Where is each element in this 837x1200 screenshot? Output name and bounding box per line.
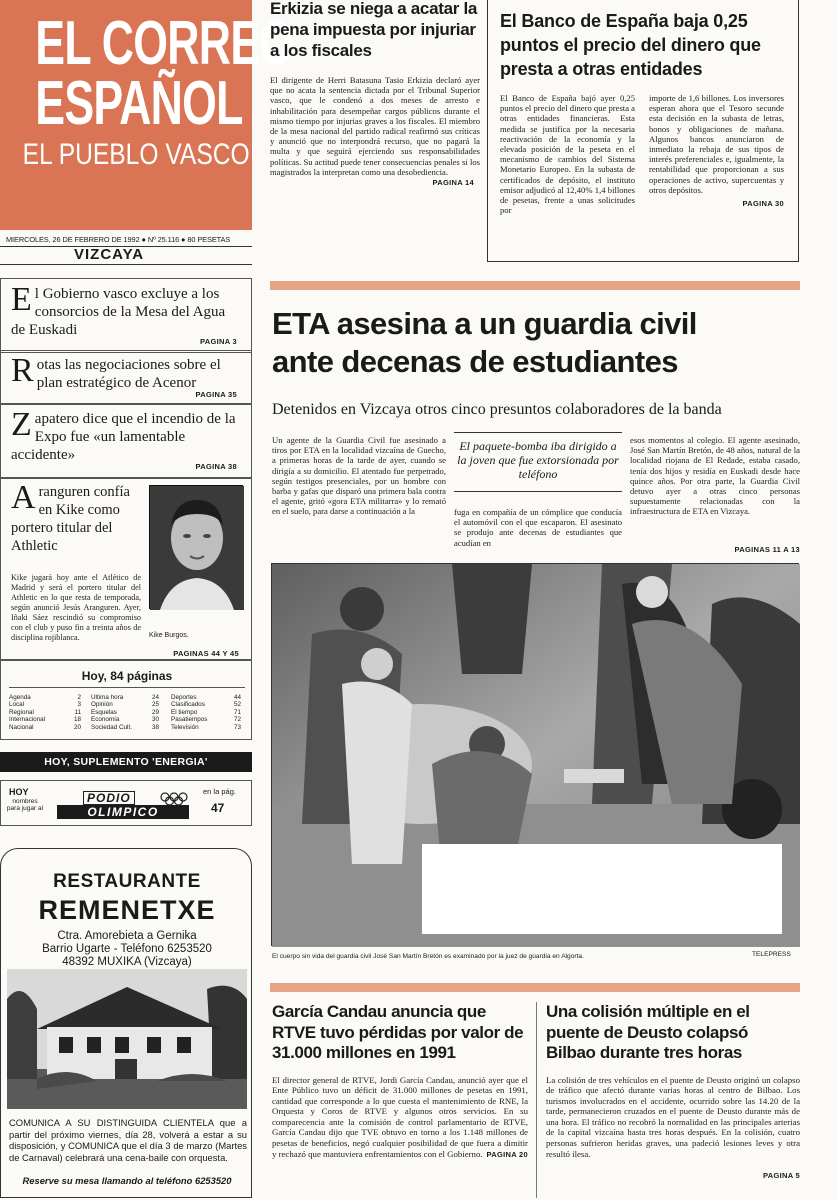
divider (9, 687, 245, 688)
brief-1[interactable] (0, 278, 252, 353)
banco-page: PAGINA 30 (742, 199, 784, 209)
banco-story (487, 0, 799, 262)
section-rule (270, 281, 800, 290)
brief-text: otas las negociaciones sobre el plan estratégico de Acenor (36, 357, 221, 391)
brief-page: PAGINA 35 (195, 390, 237, 399)
erkizia-headline[interactable]: Erkizia se niega a acatar la pena impuesta por injuriar a los fiscales (270, 0, 478, 60)
ad-title2: REMENETXE (38, 895, 216, 925)
index-row: Pasatiempos 72 (171, 716, 241, 724)
photo-caption: Kike Burgos. (149, 632, 189, 639)
banco-body-col1: El Banco de España bajó ayer 0,25 puntos el precio del dinero que presta a otras entidades financieras. Esta medida se justifica por la necesaria reactivación de la economía y la elevada posición de la peseta en el mecanismo de cambios del Sistema Monetario Europeo. En la subasta de certificados de depósito, el instituto emisor adjudicó al 12,40% 1,4 billones de pesetas, frente a unas solicitudes por (500, 93, 635, 216)
index-row: Esquelas 29 (91, 708, 159, 716)
index-row: Sociedad Cult. 38 (91, 723, 159, 731)
brief-text: l Gobierno vasco excluye a los consorcios de la Mesa del Agua de Euskadi (11, 286, 226, 338)
aranguren-dropcap: A (11, 479, 36, 516)
lead-headline-2[interactable]: ante decenas de estudiantes (272, 344, 678, 379)
index-row: Nacional 20 (9, 723, 81, 731)
brief-3[interactable] (0, 404, 252, 478)
rtve-page: PAGINA 20 (486, 1150, 528, 1160)
brief-text: apatero dice que el incendio de la Expo fue «un lamentable accidente» (11, 411, 236, 463)
deusto-page: PAGINA 5 (763, 1171, 800, 1181)
index-row: Internacional 18 (9, 716, 81, 724)
index-col2 (91, 694, 159, 731)
lead-photo-caption: El cuerpo sin vida del guardia civil José San Martín Bretón es examinado por la juez de guardia en Algorta. (272, 953, 584, 960)
ad-footer: Reserve su mesa llamando al teléfono 6253520 (22, 1175, 232, 1186)
index-row: Deportes 44 (171, 694, 241, 701)
masthead-line3: EL PUEBLO VASCO (22, 138, 250, 171)
podio-sub: nombres para jugar al (6, 798, 44, 812)
podio-line1: PODIO (83, 791, 135, 805)
dateline: MIERCOLES, 26 DE FEBRERO DE 1992 ● Nº 25.116 ● 80 PESETAS (6, 235, 231, 244)
index-title: Hoy, 84 páginas (81, 669, 173, 683)
lead-page: PAGINAS 11 A 13 (734, 545, 800, 554)
index-row: Regional 11 (9, 708, 81, 716)
ad-body: COMUNICA A SU DISTINGUIDA CLIENTELA que a partir del próximo viernes, día 28, volverá a estar a su disposición, y COMUNICA que el día 3 de marzo (Martes de Carnaval) celebrará una cena-baile con orquesta. (9, 1117, 247, 1163)
player-photo (149, 485, 243, 609)
brief-page: PAGINA 3 (200, 337, 237, 346)
brief-dropcap: E (11, 281, 32, 318)
masthead (0, 0, 294, 230)
index-col1 (9, 694, 81, 731)
erkizia-body: El dirigente de Herri Batasuna Tasio Erkizia declaró ayer que no acata la sentencia dictada por el Tribunal Superior vasco, que le condenó a dos meses de arresto e inhabilitación para desempeñar cargos públicos durante el mismo tiempo por injurias graves a los fiscales. El miembro de la mesa nacional del partido radical reafirmó sus críticas y anunció que no interpondrá recurso, que no pagará la multa y que seguirá ejerciendo sus responsabilidades políticas. Su actitud puede tener consecuencias penales si los magistrados la interpretan como una desobediencia. (270, 75, 480, 177)
deusto-headline[interactable]: Una colisión múltiple en el puente de Deusto colapsó Bilbao durante tres horas (546, 1002, 750, 1062)
index-row: Ultima hora 24 (91, 694, 159, 701)
ad-addr1: Ctra. Amorebieta a Gernika (57, 930, 197, 942)
podio-line2: OLIMPICO (57, 805, 189, 819)
olympic-rings-icon (160, 792, 188, 805)
erkizia-page: PAGINA 14 (432, 178, 474, 188)
masthead-line1: EL CORREO (35, 9, 294, 78)
restaurant-ad[interactable] (0, 848, 252, 1198)
brief-dropcap: R (11, 352, 34, 389)
erkizia-story (270, 0, 480, 187)
deusto-body: La colisión de tres vehículos en el puente de Deusto originó un colapso de tráfico que afectó durante varias horas al centro de Bilbao. Los turismos involucrados en el accidente, ocurrido sobre las 14.20 de la tarde, permanecieron cruzados en el puente de Deusto durante más de una hora. El tráfico no recobró la normalidad en las principales arterias de la capital vizcaína hasta tres horas después. En la colisión, cuatro personas sufrieron heridas graves, una padeció lesiones leves y otra resultó ilesa. (546, 1074, 800, 1159)
crime-scene-image (272, 564, 800, 947)
aranguren-page: PAGINAS 44 Y 45 (173, 649, 239, 658)
index-col3 (171, 694, 241, 731)
index-row: Clasificados 52 (171, 701, 241, 709)
lead-headline-1[interactable]: ETA asesina a un guardia civil (272, 306, 697, 341)
podio-logo (53, 791, 193, 821)
supplement-banner[interactable]: HOY, SUPLEMENTO 'ENERGIA' (0, 752, 252, 772)
podio-page-num: 47 (211, 801, 225, 815)
podio-hoy: HOY (9, 787, 29, 797)
index-row: Agenda 2 (9, 694, 81, 701)
index-row: El tiempo 71 (171, 708, 241, 716)
index-row: Opinión 25 (91, 701, 159, 709)
banco-body-col2: importe de 1,6 billones. Los inversores esperan ahora que el Tesoro secunde esta decisión en la subasta de letras, bonos y obligaciones de mañana. Algunos bancos anunciaron de inmediato la rebaja de sus tipos de interés preferenciales e, igualmente, la rentabilidad que proporcionan a sus operaciones de activo, supercuentas y otros depósitos. (649, 93, 784, 195)
brief-dropcap: Z (11, 406, 32, 443)
lead-body-col1: Un agente de la Guardia Civil fue asesinado a tiros por ETA en la localidad vizcaína de Guecho, a primeras horas de la tarde de ayer, cuando se dirigía a su domicilio. El atentado fue perpetrado, según testigos presenciales, por un hombre con barba y gafas que disparó una primera bala contra el agente, gritó «gora ETA militarra» y lo remató en el suelo, para darse a continuación a la (272, 435, 446, 517)
deusto-story (546, 1002, 800, 1180)
aranguren-headline: ranguren confía en Kike como portero titular del Athletic (11, 484, 130, 554)
ad-addr2: Barrio Ugarte - Teléfono 6253520 (42, 943, 212, 955)
aranguren-story[interactable] (0, 478, 252, 660)
restaurant-photo (7, 969, 247, 1109)
rtve-headline[interactable]: García Candau anuncia que RTVE tuvo pérdidas por valor de 31.000 millones en 1991 (272, 1002, 524, 1062)
pull-quote-text: El paquete-bomba iba dirigido a la joven que fue extorsionada por teléfono (457, 439, 619, 481)
podio-box[interactable] (0, 780, 252, 826)
lead-photo (271, 563, 799, 946)
column-divider (536, 1002, 537, 1198)
portrait-image (150, 486, 244, 610)
edition-label: VIZCAYA (74, 246, 145, 263)
index-row: Local 3 (9, 701, 81, 709)
ad-addr3: 48392 MUXIKA (Vizcaya) (62, 956, 192, 968)
brief-2[interactable] (0, 350, 252, 404)
rtve-story (272, 1002, 528, 1159)
lead-body-col3: esos momentos al colegio. El agente asesinado, José San Martín Bretón, de 48 años, natural de la localidad riojana de El Redade, estaba casado, tenía dos hijos y residía en Euskadi desde hace quince años. Por otra parte, la Guardia Civil detuvo ayer a otras cinco personas supuestamente relacionadas con la infraestructura de ETA en Vizcaya. (630, 435, 800, 517)
podio-page-label: en la pág. (203, 787, 236, 796)
house-image (7, 969, 247, 1109)
masthead-line2: ESPAÑOL (35, 69, 243, 138)
banco-headline[interactable]: El Banco de España baja 0,25 puntos el precio del dinero que presta a otras entidades (500, 11, 761, 79)
divider (0, 264, 252, 265)
lead-subhead: Detenidos en Vizcaya otros cinco presuntos colaboradores de la banda (272, 401, 722, 418)
index-row: Economía 30 (91, 716, 159, 724)
section-rule (270, 983, 800, 992)
photo-credit: TELEPRESS (752, 951, 791, 958)
index-row: Televisión 73 (171, 723, 241, 731)
ad-title1: RESTAURANTE (53, 871, 201, 892)
lead-body-col2: fuga en compañía de un cómplice que conducía el automóvil con el que escaparon. El asesinato se produjo ante decenas de estudiantes que acudían en (454, 507, 622, 548)
pull-quote (454, 432, 622, 492)
aranguren-body: Kike jugará hoy ante el Atlético de Madrid y será el portero titular del Athletic en lo que resta de temporada, según anunció Jesús Aranguren. Ayer, Iñaki Sáez rescindió su compromiso con el club y puso fin a treinta años de disciplina rojiblanca. (11, 573, 141, 642)
brief-page: PAGINA 38 (195, 462, 237, 471)
index-box (0, 660, 252, 740)
rtve-body: El director general de RTVE, Jordi García Candau, anunció ayer que el Ente Público tuvo un déficit de 31.000 millones de pesetas en 1991, cantidad que corresponde a lo que cuesta el mantenimiento de RNE, la Orquesta y Coros de RTVE y algunos otros servicios. En su comparecencia ante la comisión de control parlamentario de RTVE, García Candau dijo que TVE obtuvo en torno a los 1.148 millones de pesetas de beneficios, negó cualquier posibilidad de que fuera a dimitir y rechazó que mantuviera enfrentamientos con el Gobierno. (272, 1074, 528, 1159)
